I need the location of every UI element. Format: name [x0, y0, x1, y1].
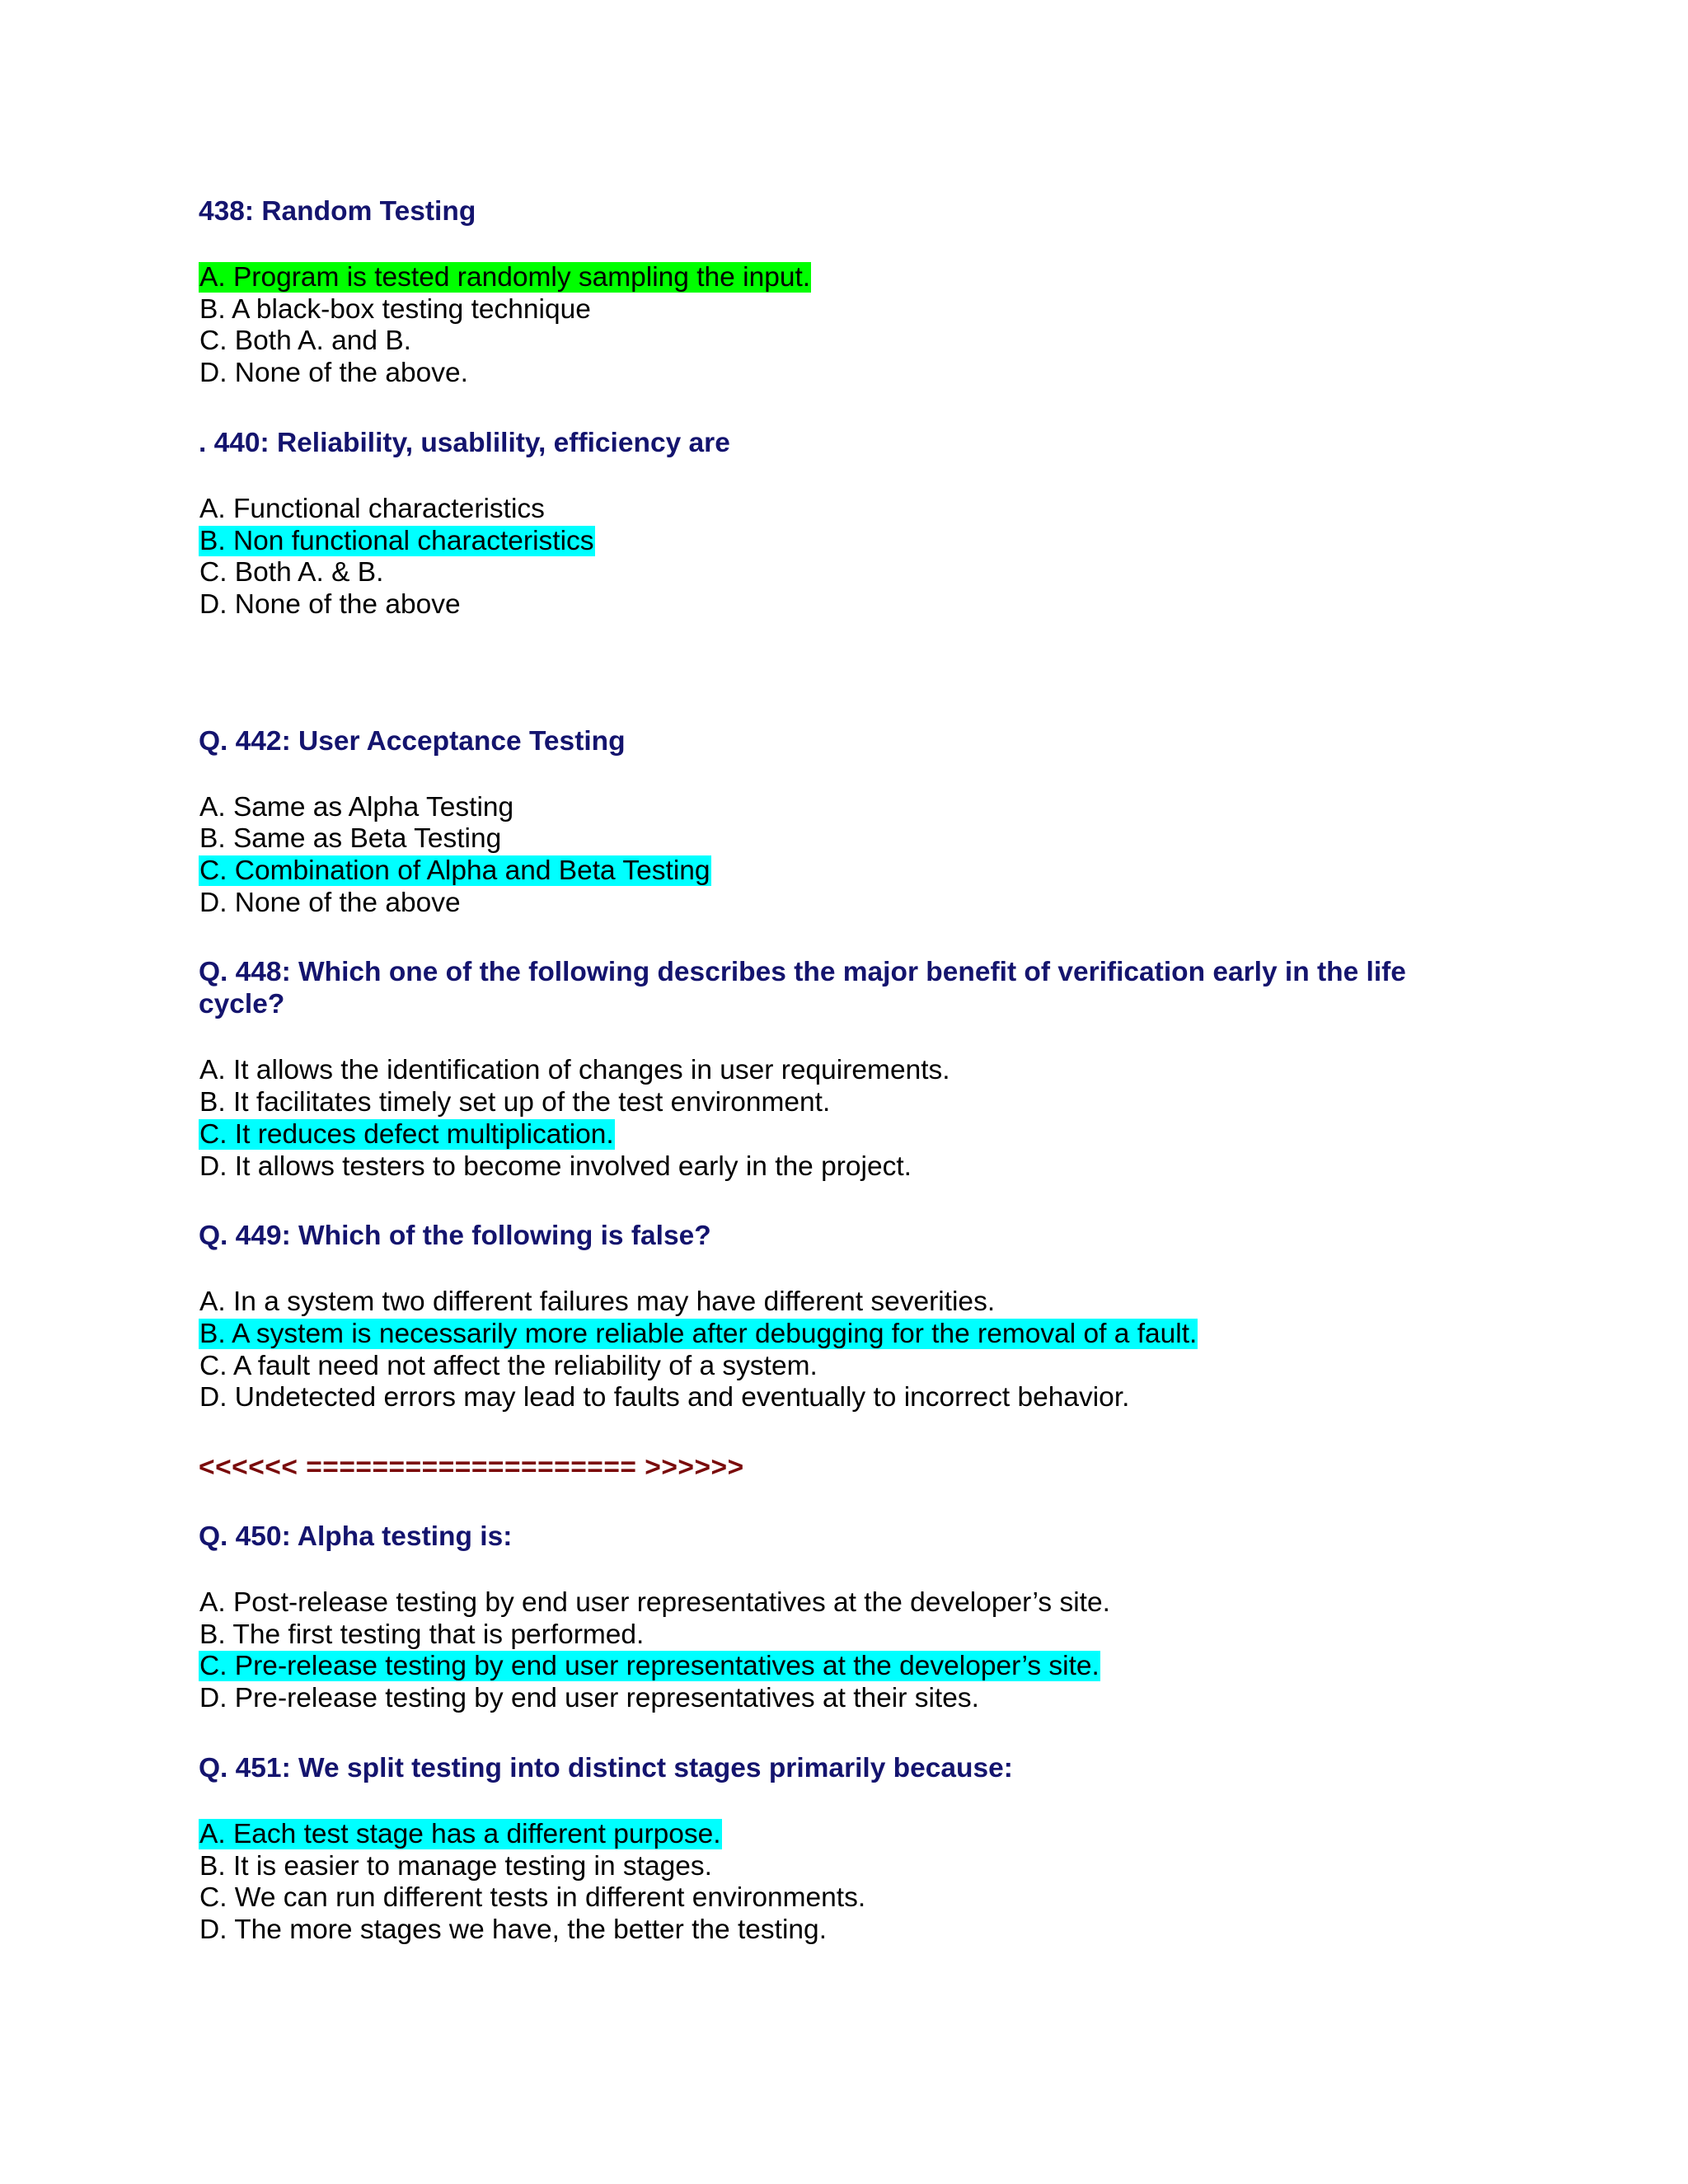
option-c [199, 326, 1484, 358]
option-c [199, 1119, 1484, 1151]
option-text: C. Combination of Alpha and Beta Testing [199, 855, 710, 887]
option-b [199, 294, 1484, 326]
option-text: C. Both A. & B. [199, 557, 384, 588]
option-d [199, 888, 1484, 920]
option-text: D. It allows testers to become involved early in the project. [199, 1151, 912, 1182]
question-title: Q. 442: User Acceptance Testing [199, 725, 626, 757]
option-text: D. None of the above [199, 887, 461, 918]
option-text: B. The first testing that is performed. [199, 1619, 645, 1650]
option-c [199, 1882, 1484, 1915]
option-b [199, 1319, 1484, 1351]
option-text: A. Functional characteristics [199, 493, 545, 524]
option-a [199, 494, 1484, 526]
option-text: D. The more stages we have, the better the testing. [199, 1914, 827, 1945]
option-c [199, 557, 1484, 589]
options-list [199, 1587, 1484, 1715]
spacer [199, 658, 1484, 725]
question-title-line: Q. 448: Which one of the following describes the major benefit of verification early in the life [199, 957, 1406, 988]
option-c [199, 855, 1484, 888]
option-b [199, 1619, 1484, 1652]
option-text: A. Same as Alpha Testing [199, 791, 514, 823]
option-text: B. It facilitates timely set up of the test environment. [199, 1087, 831, 1118]
option-text: A. Post-release testing by end user representatives at the developer’s site. [199, 1587, 1110, 1619]
option-text: B. A system is necessarily more reliable after debugging for the removal of a fault. [199, 1318, 1198, 1349]
options-list [199, 1055, 1484, 1183]
option-c [199, 1651, 1484, 1683]
option-text: B. It is easier to manage testing in stages. [199, 1850, 712, 1882]
option-text: A. Each test stage has a different purpose. [199, 1818, 721, 1849]
option-b [199, 1851, 1484, 1883]
question-title: 438: Random Testing [199, 196, 476, 227]
option-text: A. Program is tested randomly sampling the input. [199, 262, 811, 293]
option-b [199, 526, 1484, 558]
option-a [199, 1587, 1484, 1619]
option-text: A. In a system two different failures may have different severities. [199, 1286, 996, 1318]
option-d [199, 1915, 1484, 1947]
option-a [199, 262, 1484, 294]
section-divider: <<<<<< ==================== >>>>>> [199, 1452, 744, 1483]
option-c [199, 1351, 1484, 1383]
option-d [199, 1151, 1484, 1183]
option-text: D. Undetected errors may lead to faults and eventually to incorrect behavior. [199, 1382, 1130, 1413]
option-text: C. A fault need not affect the reliability of a system. [199, 1350, 818, 1381]
option-text: C. Both A. and B. [199, 326, 411, 357]
option-a [199, 792, 1484, 824]
option-d [199, 589, 1484, 621]
quiz-page [199, 195, 1484, 1984]
option-a [199, 1055, 1484, 1087]
option-text: B. A black-box testing technique [199, 293, 591, 325]
options-list [199, 262, 1484, 390]
option-d [199, 1683, 1484, 1715]
option-d [199, 358, 1484, 390]
option-a [199, 1286, 1484, 1319]
question-title [199, 956, 1484, 1020]
question-title: Q. 449: Which of the following is false? [199, 1221, 711, 1252]
options-list [199, 1286, 1484, 1414]
question-title-line: cycle? [199, 989, 285, 1020]
option-text: D. None of the above. [199, 358, 468, 389]
options-list [199, 494, 1484, 621]
option-text: D. None of the above [199, 588, 461, 620]
option-text: A. It allows the identification of changes in user requirements. [199, 1055, 950, 1086]
option-text: C. It reduces defect multiplication. [199, 1118, 614, 1150]
question-title: . 440: Reliability, usablility, efficiency are [199, 427, 730, 458]
option-text: D. Pre-release testing by end user representatives at their sites. [199, 1683, 979, 1714]
option-text: B. Same as Beta Testing [199, 823, 502, 855]
options-list [199, 792, 1484, 920]
option-b [199, 823, 1484, 855]
options-list [199, 1819, 1484, 1947]
option-a [199, 1819, 1484, 1851]
option-text: B. Non functional characteristics [199, 525, 594, 556]
option-text: C. Pre-release testing by end user representatives at the developer’s site. [199, 1651, 1100, 1682]
option-b [199, 1087, 1484, 1119]
option-d [199, 1382, 1484, 1414]
option-text: C. We can run different tests in different environments. [199, 1882, 866, 1914]
question-title: Q. 451: We split testing into distinct stages primarily because: [199, 1752, 1013, 1783]
question-title: Q. 450: Alpha testing is: [199, 1521, 513, 1553]
